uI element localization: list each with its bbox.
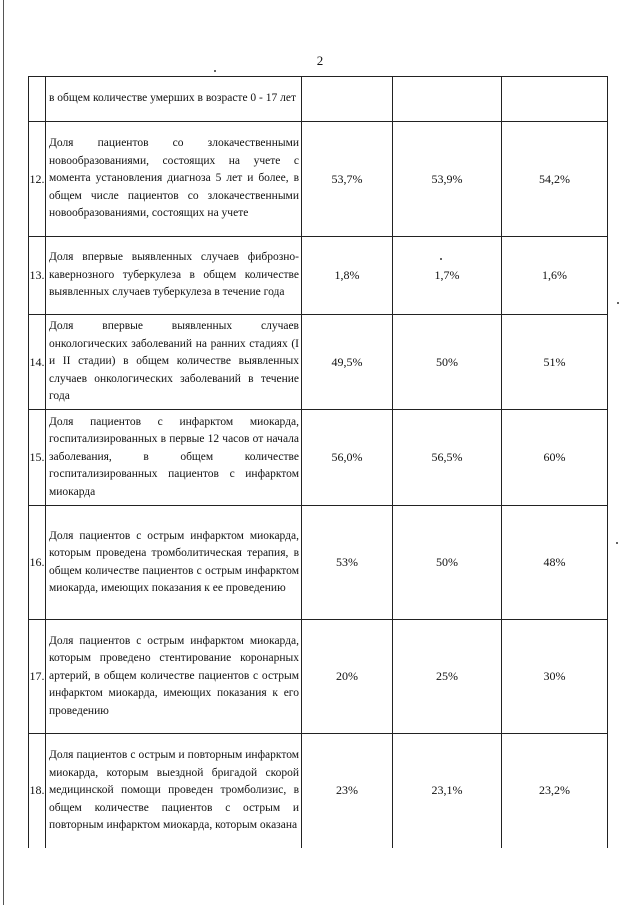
scan-edge-line	[3, 0, 4, 905]
row-number: 12.	[29, 122, 46, 237]
value-year-2: 50%	[393, 315, 502, 410]
table-row	[29, 122, 608, 237]
value-year-3: 48%	[502, 506, 608, 620]
value-year-3: 54,2%	[502, 122, 608, 237]
value-year-1: 20%	[302, 620, 393, 734]
row-number: 13.	[29, 237, 46, 315]
indicator-text: в общем количестве умерших в возрасте 0 - 17 лет	[49, 92, 297, 105]
row-number	[29, 77, 46, 122]
table-row	[29, 237, 608, 315]
value-year-2	[393, 77, 502, 122]
value-year-2: 53,9%	[393, 122, 502, 237]
row-number: 16.	[29, 506, 46, 620]
indicator-text: Доля пациентов с острым и повторным инфарктом миокарда, которым выездной бригадой скорой медицинской помощи проведен тромболизис, в общем количестве пациентов с острым и повторным инфарктом миокарда, которым оказана	[49, 749, 299, 831]
indicator-text: Доля пациентов с острым инфарктом миокарда, которым проведено стентирование коронарных артерий, в общем количестве пациентов с острым инфарктом миокарда, имеющих показания к его проведению	[49, 634, 299, 717]
value-year-1: 49,5%	[302, 315, 393, 410]
row-number: 17.	[29, 620, 46, 734]
table-row	[29, 620, 608, 734]
scan-speck	[616, 542, 618, 544]
row-number: 15.	[29, 410, 46, 506]
indicator-text: Доля пациентов с острым инфарктом миокарда, которым проведена тромболитическая терапия, в общем количестве пациентов с острым инфарктом миокарда, имеющих показания к ее проведению	[49, 529, 299, 594]
scan-speck	[214, 70, 216, 72]
value-year-3: 23,2%	[502, 734, 608, 848]
table-row	[29, 410, 608, 506]
indicator-text: Доля пациентов с инфарктом миокарда, госпитализированных в первые 12 часов от начала заболевания, в общем количестве госпитализированных пациентов с инфарктом миокарда	[49, 415, 299, 498]
indicators-table	[28, 76, 608, 848]
indicator-text: Доля впервые выявленных случаев фиброзно-кавернозного туберкулеза в общем количестве выявленных случаев туберкулеза в течение года	[49, 251, 299, 299]
scan-speck	[617, 302, 619, 304]
page-number: 2	[316, 53, 324, 68]
row-number: 14.	[29, 315, 46, 410]
value-year-2: 23,1%	[393, 734, 502, 848]
table-row	[29, 77, 608, 122]
value-year-3: 51%	[502, 315, 608, 410]
value-year-1: 53%	[302, 506, 393, 620]
table-row	[29, 315, 608, 410]
value-year-2: 1,7%	[393, 237, 502, 315]
table-row	[29, 506, 608, 620]
value-year-1: 53,7%	[302, 122, 393, 237]
value-year-2: 50%	[393, 506, 502, 620]
value-year-2: 25%	[393, 620, 502, 734]
indicator-text: Доля впервые выявленных случаев онкологических заболеваний на ранних стадиях (I и II стадии) в общем количестве выявленных случаев онкологических заболеваний в течение года	[49, 320, 299, 403]
value-year-1: 1,8%	[302, 237, 393, 315]
value-year-1	[302, 77, 393, 122]
indicator-text: Доля пациентов со злокачественными новообразованиями, состоящих на учете с момента установления диагноза 5 лет и более, в общем числе пациентов со злокачественными новообразованиями, состоящих на учете	[49, 137, 299, 220]
value-year-1: 23%	[302, 734, 393, 848]
table-row	[29, 734, 608, 848]
value-year-3	[502, 77, 608, 122]
value-year-3: 60%	[502, 410, 608, 506]
value-year-3: 1,6%	[502, 237, 608, 315]
scan-speck	[440, 258, 442, 260]
value-year-3: 30%	[502, 620, 608, 734]
value-year-2: 56,5%	[393, 410, 502, 506]
row-number: 18.	[29, 734, 46, 848]
value-year-1: 56,0%	[302, 410, 393, 506]
